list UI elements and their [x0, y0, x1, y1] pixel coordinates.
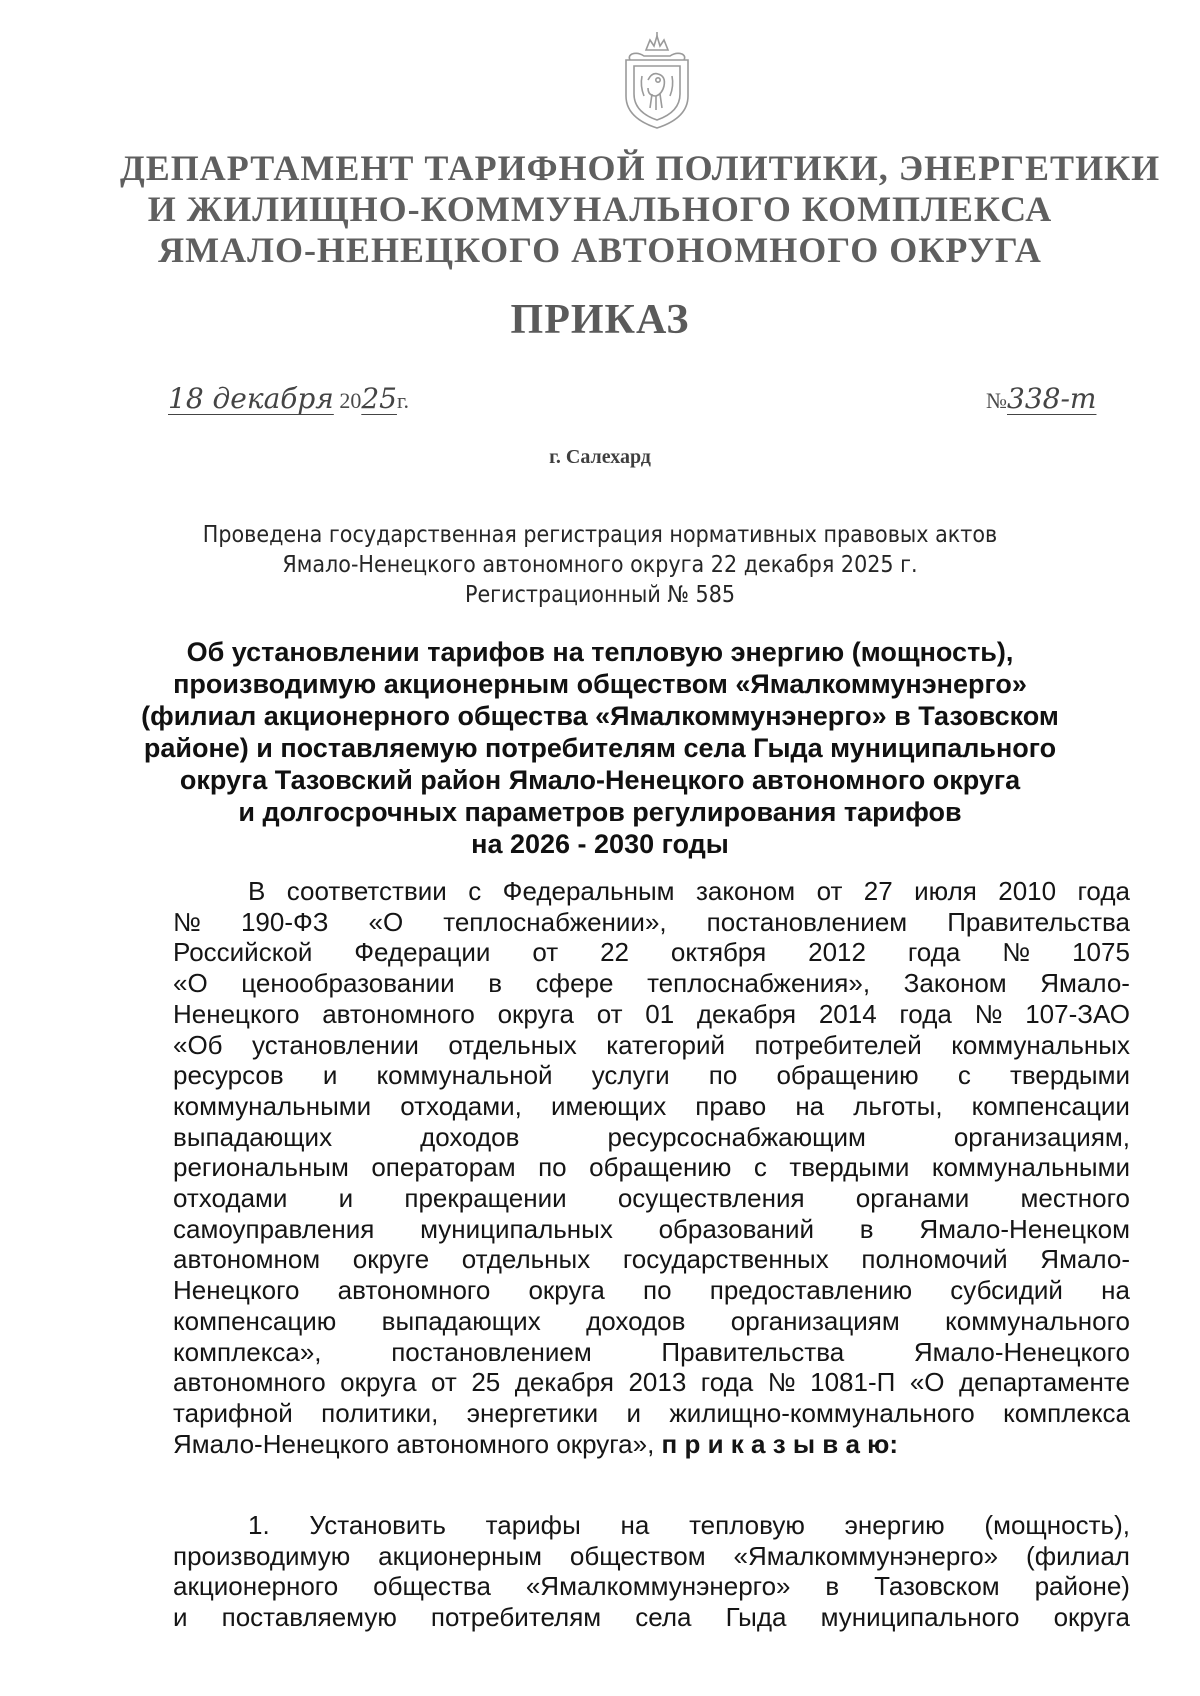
- preamble-line: [173, 876, 1130, 907]
- word: 2012: [808, 937, 866, 968]
- word: государственных: [622, 1244, 829, 1275]
- registration-line-1: Проведена государственная регистрация нормативных правовых актов: [202, 522, 998, 548]
- word: №: [173, 906, 201, 937]
- word: отходами: [173, 1183, 288, 1214]
- word: округа: [497, 998, 574, 1029]
- department-name: [120, 148, 1161, 271]
- word: Российской: [173, 937, 313, 968]
- word: 2013: [628, 1367, 687, 1398]
- item-1-line: [173, 1510, 1130, 1541]
- word: по: [708, 1060, 738, 1091]
- word: льготы,: [853, 1090, 943, 1121]
- word: года: [1077, 876, 1130, 906]
- word: Правительства: [947, 906, 1130, 937]
- word: в: [859, 1213, 874, 1244]
- word: октября: [670, 937, 767, 968]
- number-prefix: №: [986, 388, 1007, 413]
- word: коммунальными: [931, 1152, 1130, 1183]
- order-number: [986, 382, 1096, 415]
- word: №: [767, 1367, 796, 1398]
- word: села: [635, 1602, 692, 1633]
- word: «Об: [173, 1029, 223, 1060]
- handwritten-year: 25: [361, 382, 397, 415]
- word: обращению: [589, 1152, 732, 1183]
- item-1-paragraph: [173, 1510, 1130, 1633]
- word: автономного: [322, 998, 475, 1029]
- word: компенсации: [971, 1090, 1130, 1121]
- registration-line-2: Ямало-Ненецкого автономного округа 22 декабря 2025 г.: [282, 552, 918, 578]
- word: «О: [368, 906, 404, 937]
- preamble-line: [173, 1060, 1130, 1091]
- word: осуществления: [617, 1183, 805, 1214]
- word: 01: [645, 998, 675, 1029]
- registration-line-3: Регистрационный № 585: [464, 582, 736, 608]
- preamble-last-text: Ямало-Ненецкого автономного округа»,: [173, 1428, 655, 1459]
- word: с: [468, 876, 482, 906]
- word: и: [338, 1183, 354, 1214]
- word: обращению: [776, 1060, 919, 1091]
- coat-of-arms-emblem: [618, 30, 696, 130]
- word: самоуправления: [173, 1213, 375, 1244]
- word: региональным: [173, 1152, 349, 1183]
- word: коммунального: [945, 1305, 1130, 1336]
- word: «Ямалкоммунэнерго»: [733, 1540, 999, 1571]
- word: Тазовском: [874, 1571, 1000, 1602]
- word: Федерации: [354, 937, 491, 968]
- word: доходов: [420, 1121, 520, 1152]
- title-line-1: Об установлении тарифов на тепловую энергию (мощность),: [186, 637, 1014, 667]
- word: энергию: [844, 1510, 945, 1540]
- word: 107-ЗАО: [1025, 998, 1130, 1029]
- department-line-3: ЯМАЛО-НЕНЕЦКОГО АВТОНОМНОГО ОКРУГА: [158, 230, 1042, 270]
- year-suffix: г.: [396, 388, 409, 413]
- title-line-6: и долгосрочных параметров регулирования тарифов: [238, 797, 962, 827]
- word: ресурсов: [173, 1060, 284, 1091]
- word: организациям: [730, 1305, 900, 1336]
- word: твердыми: [789, 1152, 910, 1183]
- preamble-line: [173, 1122, 1130, 1153]
- word: округа: [528, 1275, 605, 1306]
- preamble-line: [173, 1183, 1130, 1214]
- word: 1075: [1072, 937, 1130, 968]
- word: прекращении: [404, 1183, 567, 1214]
- word: твердыми: [1009, 1060, 1130, 1091]
- title-line-5: округа Тазовский район Ямало-Ненецкого автономного округа: [179, 765, 1021, 795]
- word: постановлением: [706, 906, 908, 937]
- title-line-3: (филиал акционерного общества «Ямалкоммунэнерго» в Тазовском: [141, 701, 1059, 731]
- preamble-line: [173, 1306, 1130, 1337]
- city-name: г. Салехард: [549, 446, 651, 468]
- word: 27: [863, 876, 893, 906]
- word: категорий: [606, 1029, 726, 1060]
- word: по: [538, 1152, 567, 1183]
- word: Ненецкого: [173, 1275, 300, 1306]
- word: выпадающих: [381, 1305, 541, 1336]
- word: производимую: [173, 1540, 351, 1571]
- word: отдельных: [448, 1029, 577, 1060]
- preamble-line: [173, 968, 1130, 999]
- department-line-2: И ЖИЛИЩНО-КОММУНАЛЬНОГО КОМПЛЕКСА: [147, 189, 1053, 229]
- word: общества: [373, 1571, 491, 1602]
- word: энергетики: [466, 1397, 599, 1428]
- order-title: [120, 636, 1080, 860]
- preamble-line: [173, 1398, 1130, 1429]
- word: Федеральным: [502, 876, 675, 906]
- preamble-line: [173, 1244, 1130, 1275]
- word: года: [907, 937, 961, 968]
- year-prefix: 20: [339, 388, 362, 413]
- word: (филиал: [1026, 1540, 1130, 1571]
- word: отходами,: [400, 1090, 522, 1121]
- word: коммунальных: [951, 1029, 1130, 1060]
- word: обществом: [569, 1540, 706, 1571]
- word: Ямало-: [1040, 968, 1130, 999]
- word: акционерным: [378, 1540, 543, 1571]
- preamble-line: [173, 937, 1130, 968]
- word: коммунальными: [173, 1090, 372, 1121]
- word: с: [957, 1060, 971, 1091]
- word: муниципальных: [420, 1213, 613, 1244]
- word: с: [753, 1152, 767, 1183]
- word: на: [620, 1510, 650, 1540]
- word: районе): [1034, 1571, 1130, 1602]
- word: право: [695, 1090, 767, 1121]
- item-1-line: [173, 1602, 1130, 1633]
- word: автономного: [337, 1275, 491, 1306]
- preamble-line: [173, 1030, 1130, 1061]
- word: декабря: [514, 1367, 614, 1398]
- word: Ямало-Ненецком: [919, 1213, 1130, 1244]
- order-word: п р и к а з ы в а ю:: [661, 1428, 899, 1459]
- word: по: [643, 1275, 672, 1306]
- word: доходов: [586, 1305, 686, 1336]
- word: 2010: [998, 876, 1057, 906]
- word: и: [173, 1602, 188, 1633]
- word: округа: [340, 1367, 417, 1398]
- preamble-line: [173, 1152, 1130, 1183]
- preamble-line: [173, 1275, 1130, 1306]
- word: организациям,: [953, 1121, 1130, 1152]
- word: округе: [352, 1244, 430, 1275]
- word: установлении: [252, 1029, 419, 1060]
- word: ценообразовании: [241, 968, 455, 999]
- word: и: [626, 1397, 642, 1428]
- word: в: [488, 968, 503, 999]
- word: от: [596, 998, 623, 1029]
- word: полномочий: [861, 1244, 1008, 1275]
- department-line-1: ДЕПАРТАМЕНТ ТАРИФНОЙ ПОЛИТИКИ, ЭНЕРГЕТИКИ: [120, 148, 1161, 188]
- word: от: [431, 1367, 457, 1398]
- word: 22: [600, 937, 629, 968]
- preamble-line: [173, 1214, 1130, 1245]
- word: ресурсоснабжающим: [607, 1121, 866, 1152]
- word: субсидий: [950, 1275, 1063, 1306]
- word: от: [816, 876, 843, 906]
- word: Ямало-: [1040, 1244, 1130, 1275]
- word: на: [795, 1090, 825, 1121]
- word: имеющих: [550, 1090, 667, 1121]
- word: акционерного: [173, 1571, 339, 1602]
- document-type-heading: ПРИКАЗ: [510, 297, 690, 343]
- word: постановлением: [391, 1336, 592, 1367]
- handwritten-number: 338-т: [1007, 382, 1097, 415]
- word: Законом: [903, 968, 1007, 999]
- word: №: [1002, 937, 1031, 968]
- word: и: [322, 1060, 338, 1091]
- item-1-line: [173, 1571, 1130, 1602]
- word: коммунальной: [376, 1060, 553, 1091]
- word: выпадающих: [173, 1121, 333, 1152]
- word: Ненецкого: [173, 998, 300, 1029]
- word: В: [248, 876, 266, 906]
- preamble-line: [173, 907, 1130, 938]
- word: теплоснабжении»,: [443, 906, 667, 937]
- order-date: [168, 382, 409, 422]
- word: от: [532, 937, 559, 968]
- preamble-paragraph: [173, 876, 1130, 1459]
- word: комплекса: [1003, 1397, 1130, 1428]
- word: услуги: [591, 1060, 670, 1091]
- preamble-last-line: [173, 1429, 1130, 1460]
- word: «Ямалкоммунэнерго»: [525, 1571, 791, 1602]
- word: Ямало-Ненецкого: [913, 1336, 1130, 1367]
- word: Правительства: [661, 1336, 845, 1367]
- title-line-2: производимую акционерным обществом «Ямалкоммунэнерго»: [173, 669, 1027, 699]
- word: муниципального: [820, 1602, 1020, 1633]
- word: потребителям: [430, 1602, 602, 1633]
- word: теплоснабжения»,: [647, 968, 871, 999]
- word: округа: [1053, 1602, 1130, 1633]
- preamble-line: [173, 1367, 1130, 1398]
- word: 25: [471, 1367, 501, 1398]
- word: на: [1101, 1275, 1130, 1306]
- word: поставляемую: [221, 1602, 397, 1633]
- word: года: [700, 1367, 754, 1398]
- word: (мощность),: [984, 1510, 1130, 1540]
- word: департаменте: [959, 1367, 1130, 1398]
- word: соответствии: [286, 876, 447, 906]
- word: Гыда: [725, 1602, 787, 1633]
- title-line-4: районе) и поставляемую потребителям села Гыда муниципального: [143, 733, 1057, 763]
- word: тарифной: [173, 1397, 293, 1428]
- word: органами: [855, 1183, 970, 1214]
- word: декабря: [696, 998, 797, 1029]
- word: в: [825, 1571, 840, 1602]
- word: операторам: [371, 1152, 516, 1183]
- word: потребителей: [754, 1029, 922, 1060]
- word: Установить: [309, 1510, 446, 1540]
- registration-note: [195, 520, 1005, 610]
- word: законом: [695, 876, 796, 906]
- word: отдельных: [461, 1244, 591, 1275]
- item-1-line: [173, 1541, 1130, 1572]
- word: тарифы: [485, 1510, 581, 1540]
- word: №: [974, 998, 1003, 1029]
- word: образований: [658, 1213, 815, 1244]
- word: автономного: [173, 1367, 326, 1398]
- word: сфере: [535, 968, 614, 999]
- preamble-line: [173, 1337, 1130, 1368]
- word: 1081-П: [810, 1367, 896, 1398]
- preamble-line: [173, 1091, 1130, 1122]
- handwritten-date: 18 декабря: [168, 382, 334, 415]
- word: 2014: [818, 998, 877, 1029]
- word: жилищно-коммунального: [669, 1397, 975, 1428]
- word: года: [899, 998, 952, 1029]
- word: 190-ФЗ: [240, 906, 329, 937]
- word: «О: [173, 968, 208, 999]
- preamble-line: [173, 999, 1130, 1030]
- word: местного: [1020, 1183, 1130, 1214]
- word: политики,: [321, 1397, 439, 1428]
- word: автономном: [173, 1244, 321, 1275]
- word: компенсацию: [173, 1305, 337, 1336]
- word: тепловую: [689, 1510, 805, 1540]
- word: 1.: [248, 1510, 270, 1540]
- word: комплекса»,: [173, 1336, 322, 1367]
- word: июля: [914, 876, 977, 906]
- word: «О: [909, 1367, 945, 1398]
- title-line-7: на 2026 - 2030 годы: [471, 829, 729, 859]
- word: предоставлению: [709, 1275, 913, 1306]
